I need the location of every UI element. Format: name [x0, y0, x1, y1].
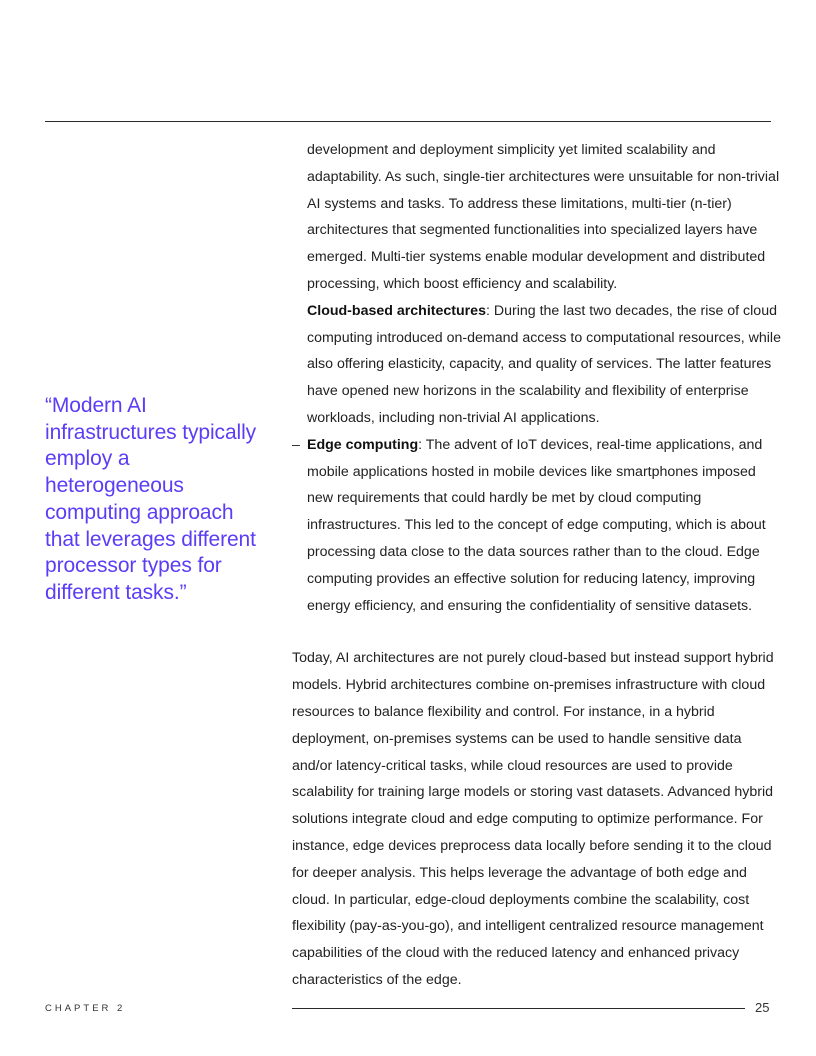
bullet-list [292, 432, 782, 620]
main-body-column [292, 137, 782, 994]
edge-computing-term: Edge computing [307, 436, 419, 453]
list-continuation-block [292, 137, 782, 432]
chapter-label: CHAPTER 2 [45, 1003, 126, 1014]
top-divider [45, 121, 771, 122]
cloud-architectures-item [307, 298, 782, 432]
cloud-architectures-term: Cloud-based architectures [307, 302, 486, 319]
edge-computing-text: : The advent of IoT devices, real-time applications, and mobile applications hosted in mobile devices like smartphones imposed new requirements that could hardly be met by cloud computing infrastructures. This led to the concept of edge computing, which is about processing data close to the data sources rather than to the cloud. Edge computing provides an effective solution for reducing latency, improving energy efficiency, and ensuring the confidentiality of sensitive datasets. [307, 436, 766, 614]
single-tier-continuation-text: development and deployment simplicity yet limited scalability and adaptability. As such, single-tier architectures were unsuitable for non-trivial AI systems and tasks. To address these limitations, multi-tier (n-tier) architectures that segmented functionalities into specialized layers have emerged. Multi-tier systems enable modular development and distributed processing, which boost efficiency and scalability. [307, 142, 780, 292]
edge-computing-item [292, 432, 782, 620]
footer-divider [292, 1008, 745, 1009]
cloud-architectures-text: : During the last two decades, the rise of cloud computing introduced on-demand access to computational resources, while also offering elasticity, capacity, and quality of services. The latter features have opened new horizons in the scalability and flexibility of enterprise workloads, including non-trivial AI applications. [307, 302, 781, 426]
pull-quote: “Modern AI infrastructures typically employ a heterogeneous computing approach that leverages different processor types for different tasks.” [45, 394, 257, 604]
hybrid-architectures-paragraph: Today, AI architectures are not purely cloud-based but instead support hybrid models. Hybrid architectures combine on-premises infrastructure with cloud resources to balance flexibility and control. For instance, in a hybrid deployment, on-premises systems can be used to handle sensitive data and/or latency-critical tasks, while cloud resources are used to provide scalability for training large models or storing vast datasets. Advanced hybrid solutions integrate cloud and edge computing to optimize performance. For instance, edge devices preprocess data locally before sending it to the cloud for deeper analysis. This helps leverage the advantage of both edge and cloud. In particular, edge-cloud deployments combine the scalability, cost flexibility (pay-as-you-go), and intelligent centralized resource management capabilities of the cloud with the reduced latency and enhanced privacy characteristics of the edge. [292, 650, 774, 988]
dash-bullet-marker: – [292, 436, 300, 453]
page-number: 25 [755, 1000, 770, 1015]
